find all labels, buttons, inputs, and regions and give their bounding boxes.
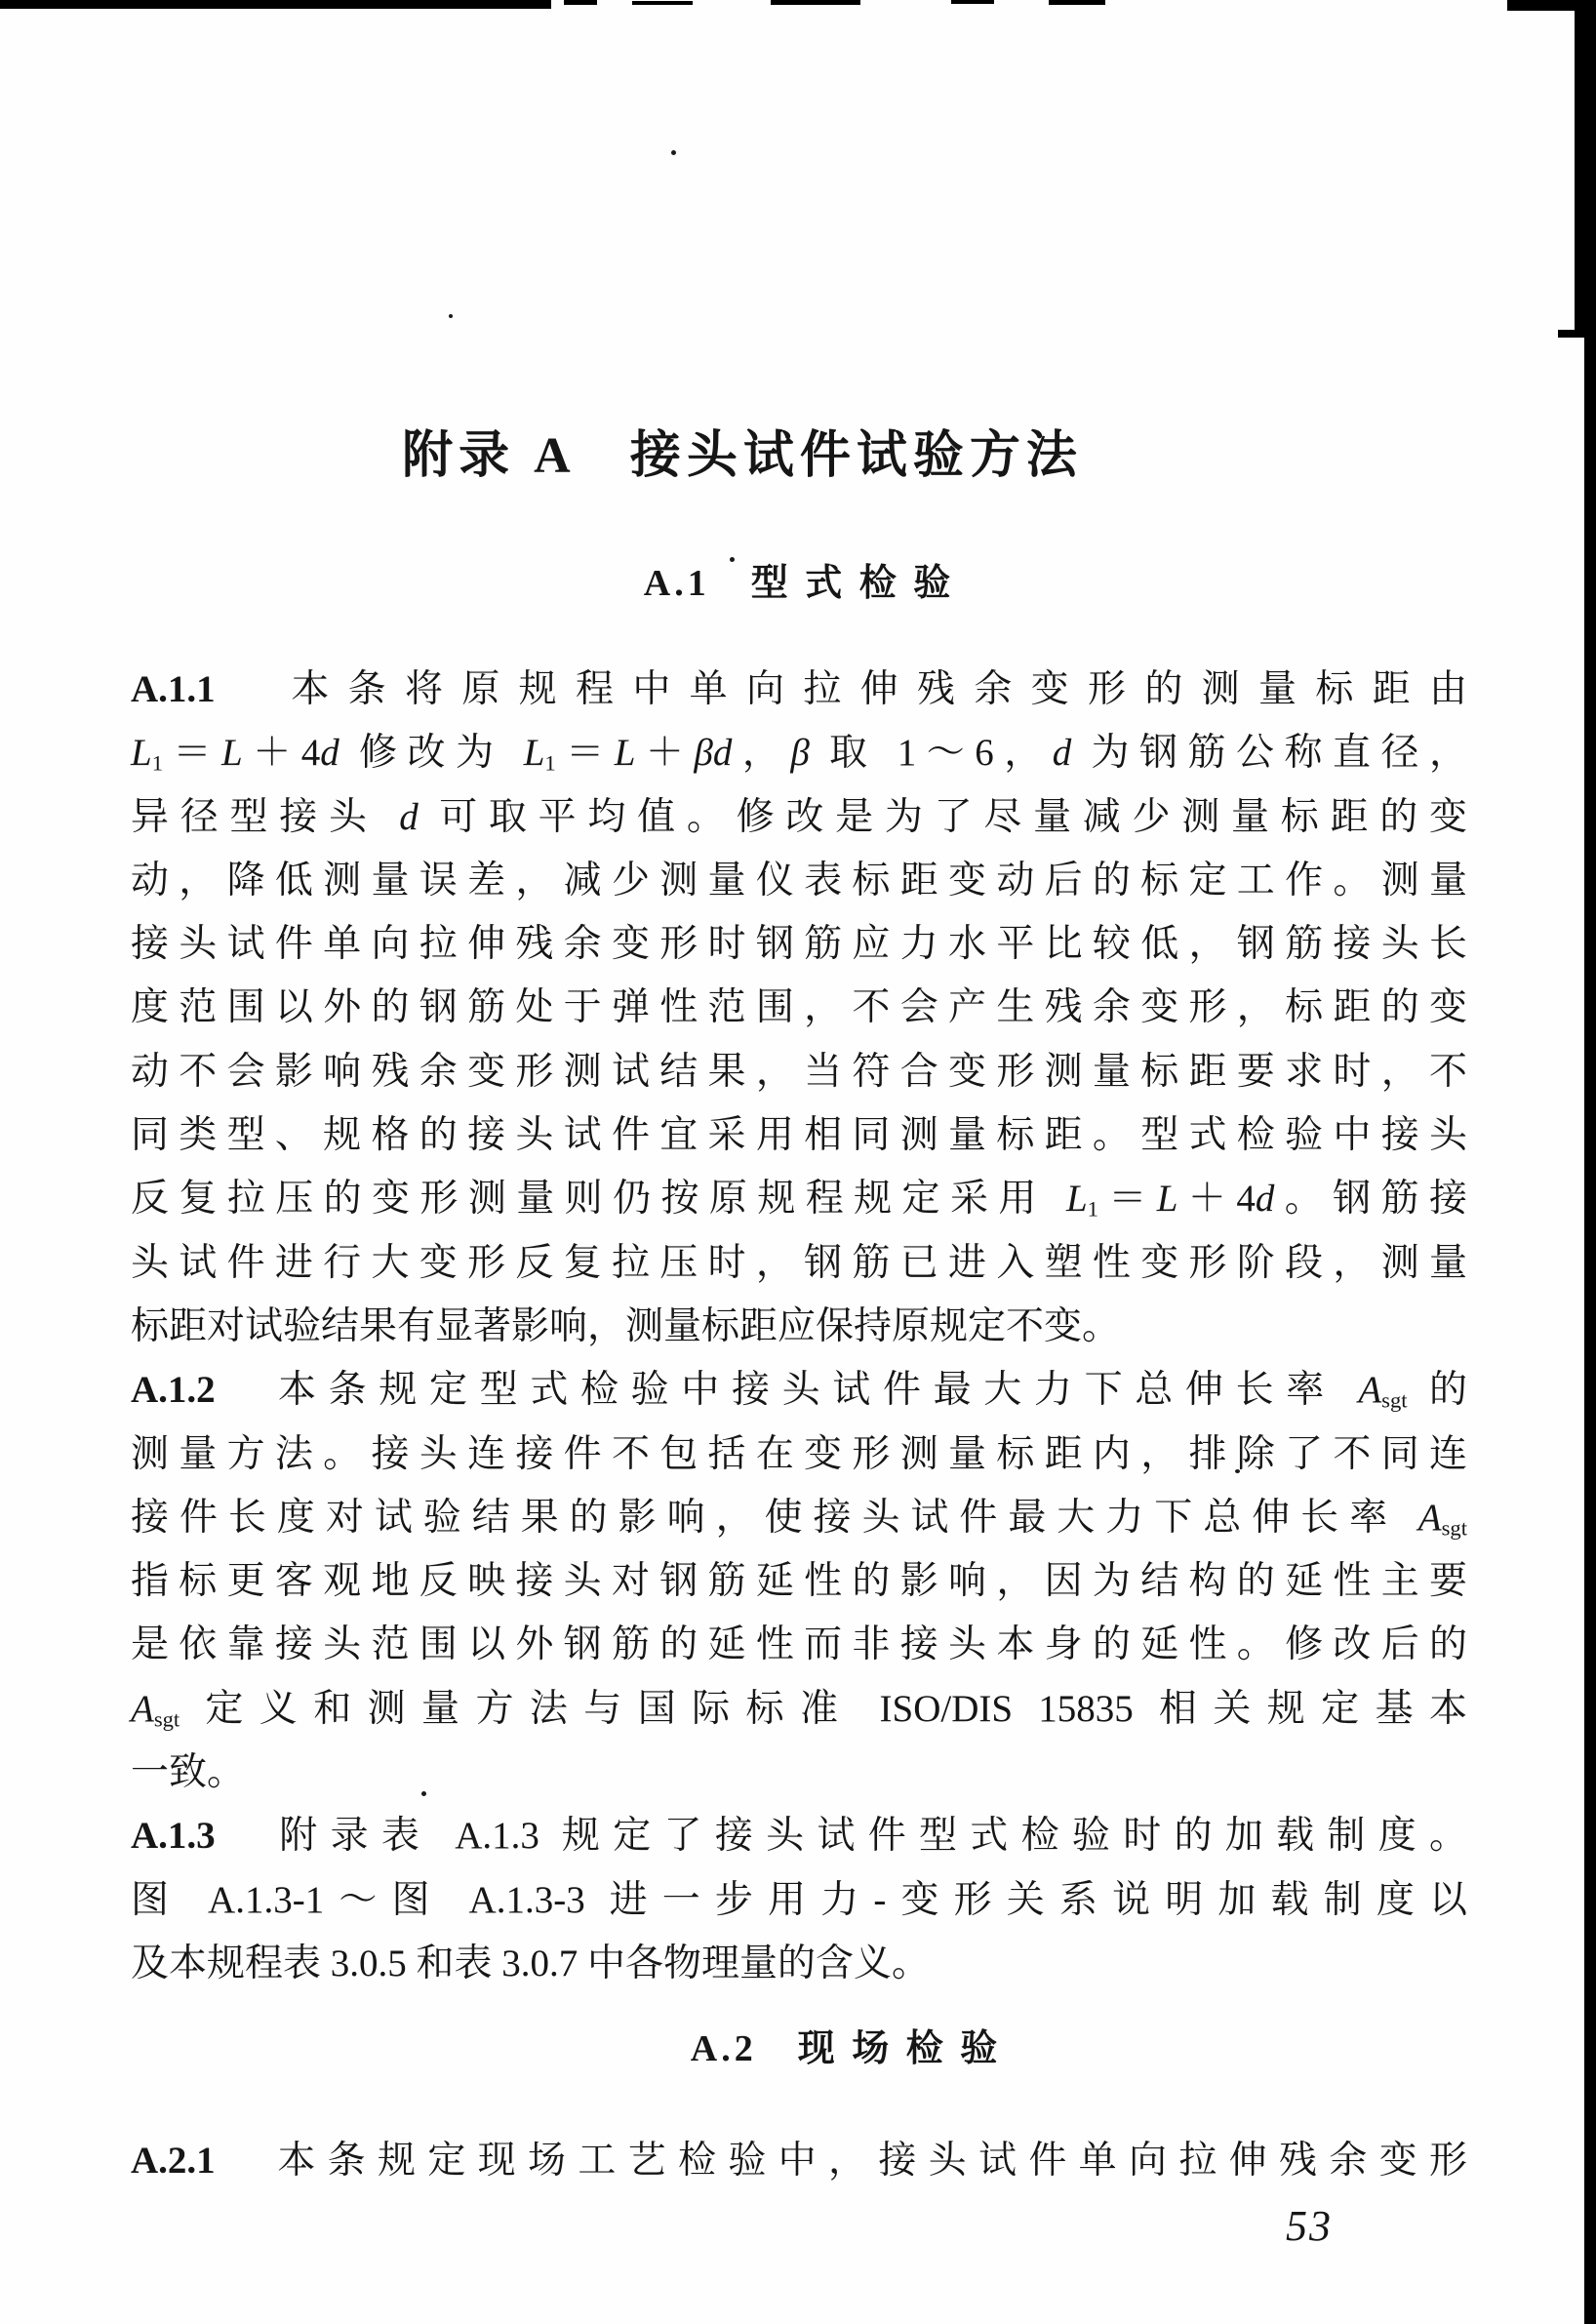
text-line: 动不会影响残余变形测试结果，当符合变形测量标距要求时，不 [131,1050,1467,1093]
text-line: 反复拉压的变形测量则仍按原规程规定采用 $L_1=L+4d$。钢筋接 [131,1178,1467,1222]
text-line: A.2.1 本条规定现场工艺检验中，接头试件单向拉伸残余变形 [131,2140,1467,2182]
text-line: 图 A.1.3-1～图 A.1.3-3 进一步用力-变形关系说明加载制度以 [131,1878,1467,1921]
section-heading-a1: A.1 型 式 检 验 [643,563,955,604]
scan-speck [671,150,676,155]
text-line: $A_{sgt}$ 定义和测量方法与国际标准 ISO/DIS 15835 相关规定基本 [131,1687,1467,1732]
scan-artifact-top-strip [0,0,551,9]
page-number: 53 [1286,2202,1333,2250]
section-a2-body [131,2129,1467,2192]
text-line: 是依靠接头范围以外钢筋的延性而非接头本身的延性。修改后的 [131,1623,1467,1666]
text-line: 动，降低测量误差，减少测量仪表标距变动后的标定工作。测量 [131,859,1467,902]
text-line: 异径型接头 d 可取平均值。修改是为了尽量减少测量标距的变 [131,795,1467,838]
text-line: A.1.2 本条规定型式检验中接头试件最大力下总伸长率 $A_{sgt}$ 的 [131,1369,1467,1413]
scan-artifact-top-dash [1049,0,1105,5]
scan-artifact-right-bar-thick [1575,0,1584,338]
scan-artifact-top-dash [951,0,994,4]
text-line: 及本规程表 3.0.5 和表 3.0.7 中各物理量的含义。 [131,1942,931,1984]
text-line: 标距对试验结果有显著影响，测量标距应保持原规定不变。 [131,1304,1121,1347]
section-a1-body [131,658,1467,1995]
scan-artifact-top-dash [632,1,693,5]
text-line: 接件长度对试验结果的影响，使接头试件最大力下总伸长率 $A_{sgt}$ [131,1496,1467,1541]
text-line: $L_1=L+4d$ 修改为 $L_1=L+\beta d$，β 取 1～6，d 为钢筋公称直径， [131,732,1467,776]
scan-artifact-right-bar [1584,0,1596,2324]
text-line: 测量方法。接头连接件不包括在变形测量标距内，排除了不同连 [131,1432,1467,1475]
scan-artifact-top-dash [564,0,597,5]
text-line: 指标更客观地反映接头对钢筋延性的影响，因为结构的延性主要 [131,1560,1467,1603]
text-line: 接头试件单向拉伸残余变形时钢筋应力水平比较低，钢筋接头长 [131,923,1467,966]
text-line: 同类型、规格的接头试件宜采用相同测量标距。型式检验中接头 [131,1114,1467,1157]
text-line: 头试件进行大变形反复拉压时，钢筋已进入塑性变形阶段，测量 [131,1241,1467,1284]
text-line: 一致。 [131,1751,246,1794]
appendix-title: 附录 A 接头试件试验方法 [402,428,1083,484]
text-line: A.1.1 本条将原规程中单向拉伸残余变形的测量标距由 [131,668,1467,710]
text-line: A.1.3 附录表 A.1.3 规定了接头试件型式检验时的加载制度。 [131,1815,1467,1858]
scan-artifact-top-dash [771,0,860,5]
text-line: 度范围以外的钢筋处于弹性范围，不会产生残余变形，标距的变 [131,986,1467,1029]
section-heading-a2: A.2 现 场 检 验 [690,2028,1002,2069]
scan-artifact-right-bar-foot [1558,330,1584,338]
scan-speck [449,314,453,318]
